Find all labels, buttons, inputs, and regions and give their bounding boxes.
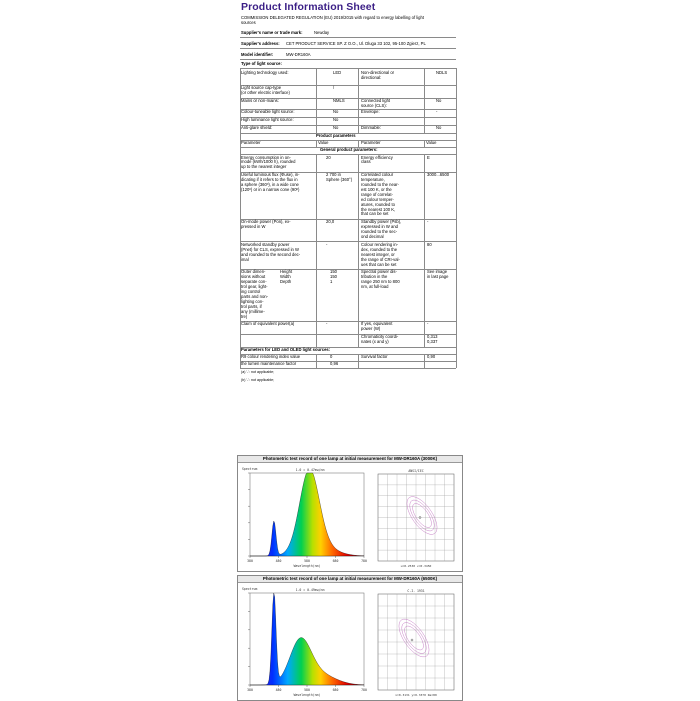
dimension-value: 1 <box>330 279 333 285</box>
table-rule <box>240 347 241 368</box>
type-heading: Type of light source: <box>241 61 282 66</box>
param-label: and rounded to the second dec- <box>241 251 301 257</box>
param-label: any (millime- <box>241 308 265 314</box>
chart-caption: 1.0 = 0.49mw/nm <box>295 588 325 592</box>
measurement-title: Photometric test record of one lamp at initial measurement for MW-DR160A (6500K) <box>238 576 462 583</box>
table-rule <box>240 133 241 347</box>
measurement-panel-3000k <box>237 455 463 572</box>
tick-label: 480 <box>275 688 282 692</box>
param-label: R9 colour rendering index value <box>241 353 301 359</box>
dimension-label: Width <box>280 274 291 280</box>
param-label: power (W) <box>361 326 381 332</box>
param-value: 0 <box>330 353 333 359</box>
param-label: sions without <box>241 274 266 280</box>
type-param-value: LED <box>333 70 342 75</box>
cie-caption: ANSI/IEC <box>408 469 424 473</box>
type-param-label: Light source cap-type <box>241 85 282 90</box>
chart-caption: 1.0 = 0.47mw/nm <box>295 468 325 472</box>
param-label: Outer dimen- <box>241 269 266 275</box>
tick-label: 580 <box>304 559 310 563</box>
type-param-value: No <box>333 109 339 114</box>
table-rule <box>424 154 425 347</box>
general-heading: General product parameters: <box>320 147 378 152</box>
param-label: Energy efficiency <box>361 154 393 160</box>
param-label: temperature, <box>361 177 385 183</box>
column-header: Value <box>318 140 329 145</box>
type-param-label: Lighting technology used: <box>241 70 289 75</box>
table-rule <box>240 48 456 49</box>
type-param-value: - <box>436 109 438 114</box>
dimension-label: Height <box>280 269 293 275</box>
param-label: Claim of equivalent power(a) <box>241 321 295 327</box>
table-rule <box>358 140 359 147</box>
type-param-value: No <box>436 125 442 130</box>
param-value: - <box>427 219 429 225</box>
param-label: separate con- <box>241 279 267 285</box>
param-value: 20 <box>326 154 331 160</box>
type-param-value: NMLS <box>333 98 345 103</box>
param-label: On-mode power (Pon), ex- <box>241 219 291 225</box>
measurement-title: Photometric test record of one lamp at initial measurement for MW-DR160A (3000K) <box>238 456 462 463</box>
param-label: a sphere (360º), in a wide cone <box>241 182 299 187</box>
param-value: 3000...6500 <box>427 172 450 178</box>
param-label: Survival factor <box>361 353 388 359</box>
table-rule <box>316 68 317 133</box>
param-value: 20,0 <box>326 219 335 225</box>
tick-label: 680 <box>332 688 339 692</box>
param-label: dex, rounded to the <box>361 246 398 252</box>
cie-readout: x=0.3131 y=0.3370 Ra=80 <box>395 693 437 697</box>
type-param-label: Connected light <box>361 98 391 103</box>
supplier-address-label: Supplier's address: <box>241 41 280 46</box>
model-value: MW-DR160A <box>286 52 311 57</box>
table-rule <box>240 37 456 38</box>
table-rule <box>456 347 457 368</box>
table-rule <box>240 68 241 133</box>
param-label: ond decimal <box>361 234 384 239</box>
table-rule <box>316 354 317 368</box>
measurement-panel-6500k <box>237 575 463 701</box>
dimension-label: Depth <box>280 279 292 285</box>
param-label: If yes, equivalent <box>361 321 393 327</box>
type-param-value: No <box>333 125 339 130</box>
param-label: nm, at full-load <box>361 284 389 290</box>
param-label: class <box>361 159 371 165</box>
table-rule <box>424 354 425 368</box>
table-rule <box>424 140 425 147</box>
table-rule <box>456 133 457 347</box>
table-rule <box>316 154 317 347</box>
param-label: est 100 K, or the <box>361 186 392 192</box>
param-label: ed colour temper- <box>361 196 394 202</box>
tick-label: 480 <box>275 559 282 563</box>
axis-label: Wavelength(nm) <box>293 693 321 697</box>
param-label: Energy consumption in on- <box>241 154 291 160</box>
param-label: (120º) or in a narrow cone (90º) <box>241 186 300 192</box>
param-value: - <box>427 321 429 327</box>
tick-label: 580 <box>304 688 310 692</box>
table-rule <box>358 154 359 347</box>
param-label: up to the nearest integer <box>241 164 287 170</box>
footnote: (b) '-': not applicable; <box>241 377 275 382</box>
cie-readout: u=0.2530 v=0.3450 <box>400 564 432 568</box>
param-value: 80 <box>427 241 432 247</box>
model-label: Model identifier: <box>241 52 274 57</box>
regulation-text: COMMISSION DELEGATED REGULATION (EU) 2019/2015 with regard to energy labelling of light <box>241 15 425 20</box>
type-param-label: directional: <box>361 74 382 80</box>
param-value: Sphere (360°) <box>326 177 353 183</box>
param-label: Colour rendering in- <box>361 241 399 247</box>
param-label: the nearest 100 K, <box>361 206 396 212</box>
tick-label: 780 <box>361 688 367 692</box>
param-label: pressed in W <box>241 224 266 230</box>
dimension-value: 150 <box>330 269 337 275</box>
spectrum-label: Spectrum <box>242 587 258 591</box>
param-label: ues that can be set <box>361 261 397 267</box>
param-value: 0,96 <box>330 360 339 366</box>
type-param-value: NDLS <box>436 70 448 75</box>
param-value: - <box>326 241 328 247</box>
table-rule <box>456 68 457 133</box>
param-label: tre) <box>241 313 248 319</box>
column-header: Value <box>426 140 437 145</box>
param-label: rounded to the near- <box>361 182 399 187</box>
product-information-sheet <box>238 0 460 440</box>
table-rule <box>424 68 425 133</box>
chromaticity-diagram <box>374 466 458 569</box>
chromaticity-diagram <box>374 586 458 698</box>
param-value: See image <box>427 269 448 275</box>
param-label: nearest integer, or <box>361 251 395 257</box>
param-label: Networked standby power <box>241 241 290 247</box>
param-label: that can be set <box>361 211 389 217</box>
param-label: imal <box>241 256 249 262</box>
type-param-label: Mains or non-mains: <box>241 98 279 103</box>
type-param-label: High luminance light source: <box>241 117 294 122</box>
table-rule <box>358 68 359 133</box>
param-value: E <box>427 154 430 160</box>
param-label: rounded to the sec- <box>361 229 398 235</box>
page-title: Product Information Sheet <box>241 1 376 13</box>
param-label: atures, rounded to <box>361 201 395 207</box>
param-label: Correlated colour <box>361 172 394 178</box>
param-label: parts and non- <box>241 293 269 299</box>
param-value: 0,90 <box>427 353 436 359</box>
param-label: Chromaticity coordi- <box>361 334 399 340</box>
type-param-label: Dimmable: <box>361 125 382 130</box>
supplier-name-value: Newday <box>314 30 330 35</box>
table-rule <box>316 140 317 147</box>
tick-label: 380 <box>247 559 253 563</box>
supplier-address-value: CET PRODUCT SERVICE SP. Z O.O., Ul. Dluga 33 102, 95-100 Zgierz, PL <box>286 41 426 46</box>
type-param-label: Non-directional or <box>361 70 395 75</box>
type-param-value: No <box>333 117 339 122</box>
dimension-value: 150 <box>330 274 337 280</box>
footnote: (a) '-': not applicable; <box>241 369 275 374</box>
param-value: 0,313 <box>427 334 438 340</box>
table-rule <box>240 59 456 60</box>
tick-label: 780 <box>361 559 367 563</box>
param-value: 0,337 <box>427 339 438 345</box>
column-header: Parameter <box>361 140 381 145</box>
table-rule <box>240 368 456 369</box>
param-label: Useful luminous flux (Φuse), in- <box>241 172 300 178</box>
param-label: nates (x and y) <box>361 339 389 345</box>
param-label: the lumen maintenance factor <box>241 360 297 366</box>
param-label: dicating if it refers to the flux in <box>241 177 298 183</box>
spectrum-chart <box>240 585 370 699</box>
column-header: Parameter <box>241 140 261 145</box>
param-label: range 250 nm to 800 <box>361 279 400 285</box>
table-rule <box>358 354 359 368</box>
param-value: in last page <box>427 274 449 280</box>
tick-label: 380 <box>247 688 253 692</box>
param-label: lighting con- <box>241 298 264 304</box>
spectrum-label: Spectrum <box>242 467 258 471</box>
cie-caption: C.I. 1931 <box>407 589 425 593</box>
product-params-heading: Product parameters <box>316 133 356 138</box>
param-label: trol gear, light- <box>241 284 268 290</box>
type-param-value: / <box>333 85 335 90</box>
regulation-text: sources <box>241 20 256 25</box>
param-value: 2 700 in <box>326 172 341 178</box>
type-param-label: source (CLS): <box>361 102 387 108</box>
param-label: Spectral power dis- <box>361 269 397 275</box>
param-value: - <box>326 321 328 327</box>
param-label: expressed in W and <box>361 224 399 230</box>
param-label: tribution in the <box>361 274 388 280</box>
led-heading: Parameters for LED and OLED light sources: <box>241 346 331 352</box>
type-param-label: Envelope: <box>361 109 380 114</box>
param-label: trol parts, if <box>241 303 262 309</box>
param-label: ing control <box>241 289 261 294</box>
type-param-label: Anti-glare shield: <box>241 125 273 130</box>
type-param-label: Colour-tuneable light source: <box>241 109 295 114</box>
spectrum-chart <box>240 465 370 570</box>
param-label: mode (kWh/1000 h), rounded <box>241 159 296 165</box>
type-param-value: No <box>436 98 442 103</box>
axis-label: Wavelength(nm) <box>293 564 321 568</box>
param-label: (Pnet) for CLS, expressed in W <box>241 246 299 252</box>
tick-label: 680 <box>332 559 339 563</box>
param-label: range of correlat- <box>361 191 393 197</box>
supplier-name-label: Supplier's name or trade mark: <box>241 30 303 35</box>
param-label: the range of CRI-val- <box>361 256 400 262</box>
type-param-label: (or other electric interface) <box>241 89 290 95</box>
param-label: Standby power (Psb), <box>361 219 402 225</box>
